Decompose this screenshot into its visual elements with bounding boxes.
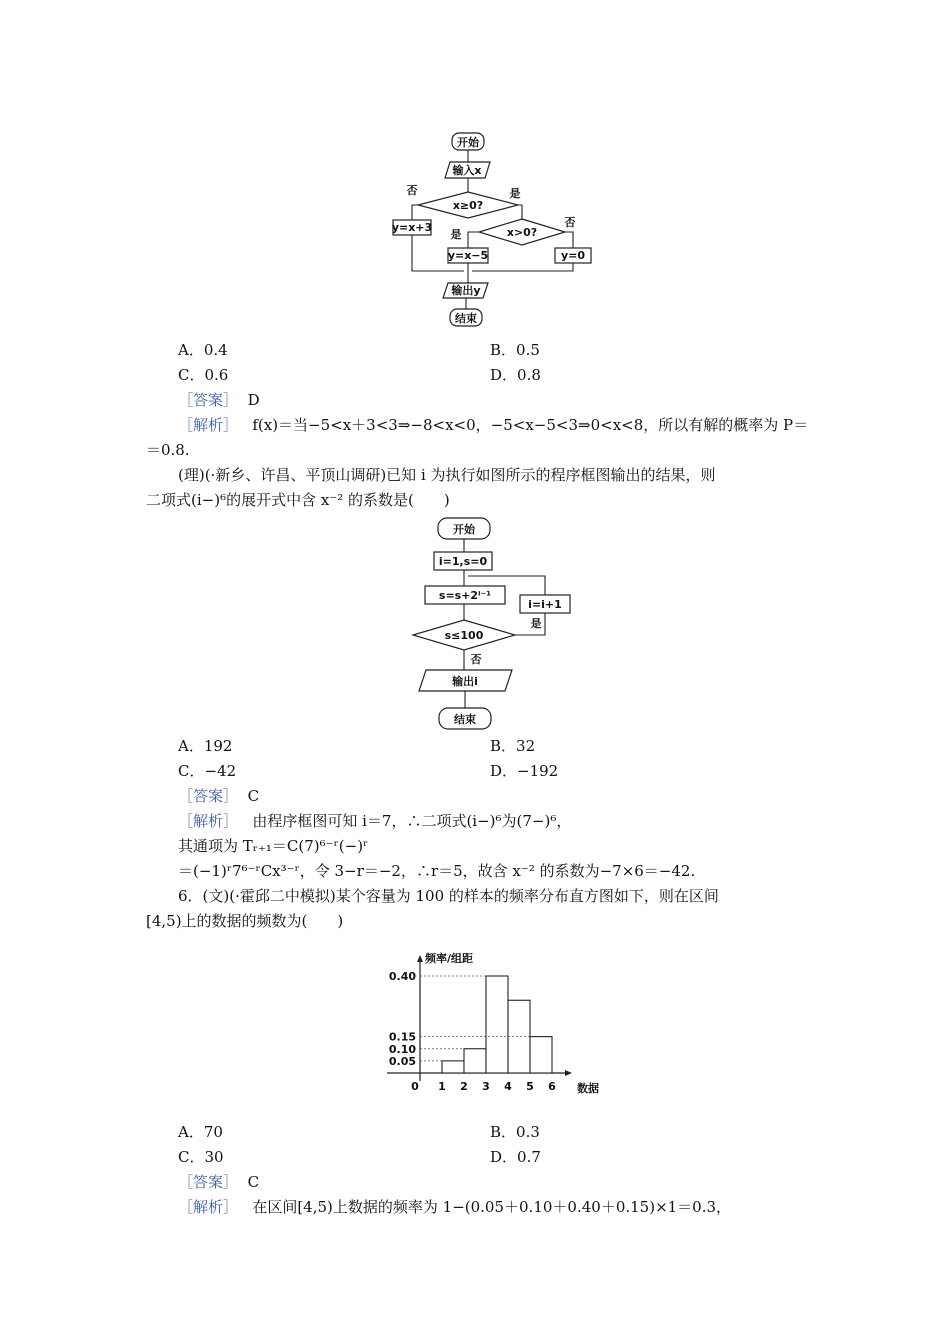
q2-option-a[interactable]: A．192: [178, 737, 233, 755]
hist-y-arrow: [417, 955, 423, 962]
q2-option-d[interactable]: D．−192: [490, 762, 559, 780]
hist-bar: [464, 1049, 486, 1073]
flow2-end: 结束: [454, 713, 476, 726]
hist-x-tick-label: 6: [548, 1080, 556, 1093]
q3-analysis-line1: 在区间[4,5)上数据的频率为 1−(0.05＋0.10＋0.40＋0.15)×1＝0.3，: [252, 1198, 732, 1216]
flow1-cond1: x≥0?: [452, 199, 484, 212]
hist-bar: [442, 1061, 464, 1073]
flow1-end: 结束: [455, 312, 477, 325]
q2-answer-tag: ［答案］: [178, 787, 239, 805]
flow1-start: 开始: [457, 136, 479, 149]
flow2-start: 开始: [453, 523, 475, 536]
flow1-input: 输入x: [452, 164, 482, 177]
q1-analysis-line2: ＝0.8.: [146, 441, 190, 459]
flow2-update-s: s=s+2ⁱ⁻¹: [438, 589, 492, 602]
flow2-inc: i=i+1: [528, 598, 562, 611]
q1-analysis-tag: ［解析］: [178, 416, 239, 434]
hist-bar: [486, 976, 508, 1073]
hist-bar: [508, 1000, 530, 1073]
q3-option-b[interactable]: B．0.3: [490, 1123, 540, 1141]
q2-option-b[interactable]: B．32: [490, 737, 536, 755]
q2-stem-line2: 二项式(i−)⁶的展开式中含 x⁻² 的系数是( ): [146, 491, 450, 509]
q1-option-c[interactable]: C．0.6: [178, 366, 229, 384]
q1-answer: D: [247, 391, 260, 409]
q1-answer-tag: ［答案］: [178, 391, 239, 409]
flow1-cond2: x>0?: [506, 226, 538, 239]
hist-y-tick-label: 0.05: [388, 1054, 416, 1068]
hist-y-tick-label: 0.15: [388, 1030, 416, 1044]
flow2-no: 否: [470, 653, 482, 666]
q3-answer-tag: ［答案］: [178, 1173, 239, 1191]
flow2-init: i=1,s=0: [438, 555, 488, 568]
q1-analysis-line1: f(x)＝当−5<x＋3<3⇒−8<x<0，−5<x−5<3⇒0<x<8，所以有解的概率为 P＝: [252, 416, 809, 434]
q3-answer-row: [178, 1172, 259, 1192]
q3-option-a[interactable]: A．70: [178, 1123, 223, 1141]
q1-option-a[interactable]: A．0.4: [178, 341, 228, 359]
flow2-output: 输出i: [452, 675, 478, 688]
hist-x-tick-label: 3: [482, 1080, 490, 1093]
flow1-yes2: 是: [450, 228, 462, 241]
flow1-no1: 否: [406, 184, 418, 197]
q2-stem-line1: (理)(·新乡、许昌、平顶山调研)已知 i 为执行如图所示的程序框图输出的结果，则: [178, 466, 716, 484]
hist-x-tick-label: 1: [438, 1080, 446, 1093]
hist-x-arrow: [565, 1070, 572, 1076]
flow1-output: 输出y: [451, 284, 481, 297]
q2-analysis-tag: ［解析］: [178, 812, 239, 830]
hist-bar: [530, 1037, 552, 1073]
hist-y-tick-label: 0.10: [388, 1042, 416, 1056]
q1-option-b[interactable]: B．0.5: [490, 341, 540, 359]
q3-analysis-tag: ［解析］: [178, 1198, 239, 1216]
hist-x-tick-label: 4: [504, 1080, 512, 1093]
flow1-assign2: y=x−5: [447, 249, 489, 262]
hist-ylabel: 频率/组距: [425, 952, 474, 965]
flow1-assign1: y=x+3: [391, 221, 433, 234]
q3-stem-line1: 6．(文)(·霍邱二中模拟)某个容量为 100 的样本的频率分布直方图如下，则在区间: [178, 887, 719, 905]
q2-analysis-row: [178, 811, 571, 831]
flow2-cond: s≤100: [444, 629, 484, 642]
flow1-yes1: 是: [509, 187, 521, 200]
flow1-assign3: y=0: [560, 249, 586, 262]
q2-answer-row: [178, 786, 259, 806]
hist-y-tick-label: 0.40: [388, 970, 416, 983]
q3-analysis-row: [178, 1197, 731, 1217]
q3-answer: C: [247, 1173, 260, 1191]
hist-x-tick-label: 5: [526, 1080, 534, 1093]
q1-analysis-row: [178, 415, 808, 435]
flow2-yes: 是: [530, 617, 542, 630]
hist-x-tick-label: 2: [460, 1080, 468, 1093]
flow1-no2: 否: [564, 216, 576, 229]
q1-answer-row: [178, 390, 260, 410]
q2-analysis-line2: 其通项为 Tᵣ₊₁＝C(7)⁶⁻ʳ(−)ʳ: [178, 837, 369, 855]
q3-option-d[interactable]: D．0.7: [490, 1148, 541, 1166]
hist-xlabel: 数据: [577, 1082, 599, 1095]
q2-option-c[interactable]: C．−42: [178, 762, 237, 780]
hist-x-tick-label: 0: [411, 1080, 419, 1093]
q2-answer: C: [247, 787, 260, 805]
q2-analysis-line1: 由程序框图可知 i＝7，∴二项式(i−)⁶为(7−)⁶，: [252, 812, 572, 830]
q3-stem-line2: [4,5)上的数据的频数为( ): [146, 912, 344, 930]
q1-option-d[interactable]: D．0.8: [490, 366, 541, 384]
q2-analysis-line3: ＝(−1)ʳ7⁶⁻ʳCx³⁻ʳ，令 3−r＝−2，∴r＝5，故含 x⁻² 的系数为−7×6＝−42.: [178, 862, 696, 880]
q3-option-c[interactable]: C．30: [178, 1148, 224, 1166]
